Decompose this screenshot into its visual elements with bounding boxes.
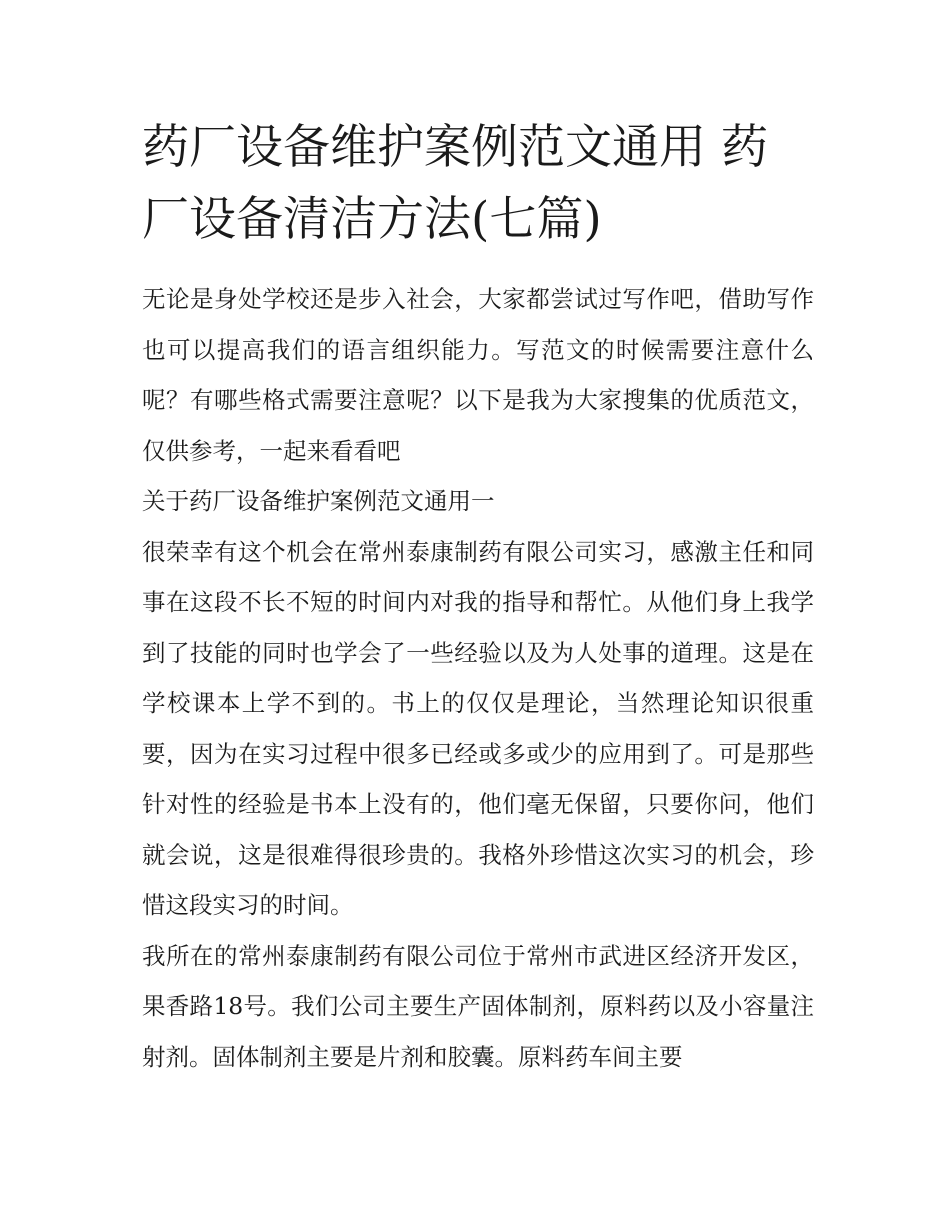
body-paragraph: 很荣幸有这个机会在常州泰康制药有限公司实习，感激主任和同事在这段不长不短的时间内对我的指导和帮忙。从他们身上我学到了技能的同时也学会了一些经验以及为人处事的道理。这是在学校课本上学不到的。书上的仅仅是理论，当然理论知识很重要，因为在实习过程中很多已经或多或少的应用到了。可是那些针对性的经验是书本上没有的，他们毫无保留，只要你问，他们就会说，这是很难得很珍贵的。我格外珍惜这次实习的机会，珍惜这段实习的时间。 — [142, 537, 814, 919]
section-heading: 关于药厂设备维护案例范文通用一 — [142, 487, 495, 515]
body-paragraph: 我所在的常州泰康制药有限公司位于常州市武进区经济开发区，果香路18号。我们公司主要生产固体制剂，原料药以及小容量注射剂。固体制剂主要是片剂和胶囊。原料药车间主要 — [142, 941, 814, 1071]
document-title: 药厂设备维护案例范文通用 药厂设备清洁方法(七篇) — [142, 120, 768, 247]
intro-paragraph: 无论是身处学校还是步入社会，大家都尝试过写作吧，借助写作也可以提高我们的语言组织能力。写范文的时候需要注意什么呢？有哪些格式需要注意呢？以下是我为大家搜集的优质范文，仅供参考，一起来看看吧 — [142, 285, 814, 465]
document-page — [142, 112, 814, 1082]
document-body — [142, 274, 814, 1082]
